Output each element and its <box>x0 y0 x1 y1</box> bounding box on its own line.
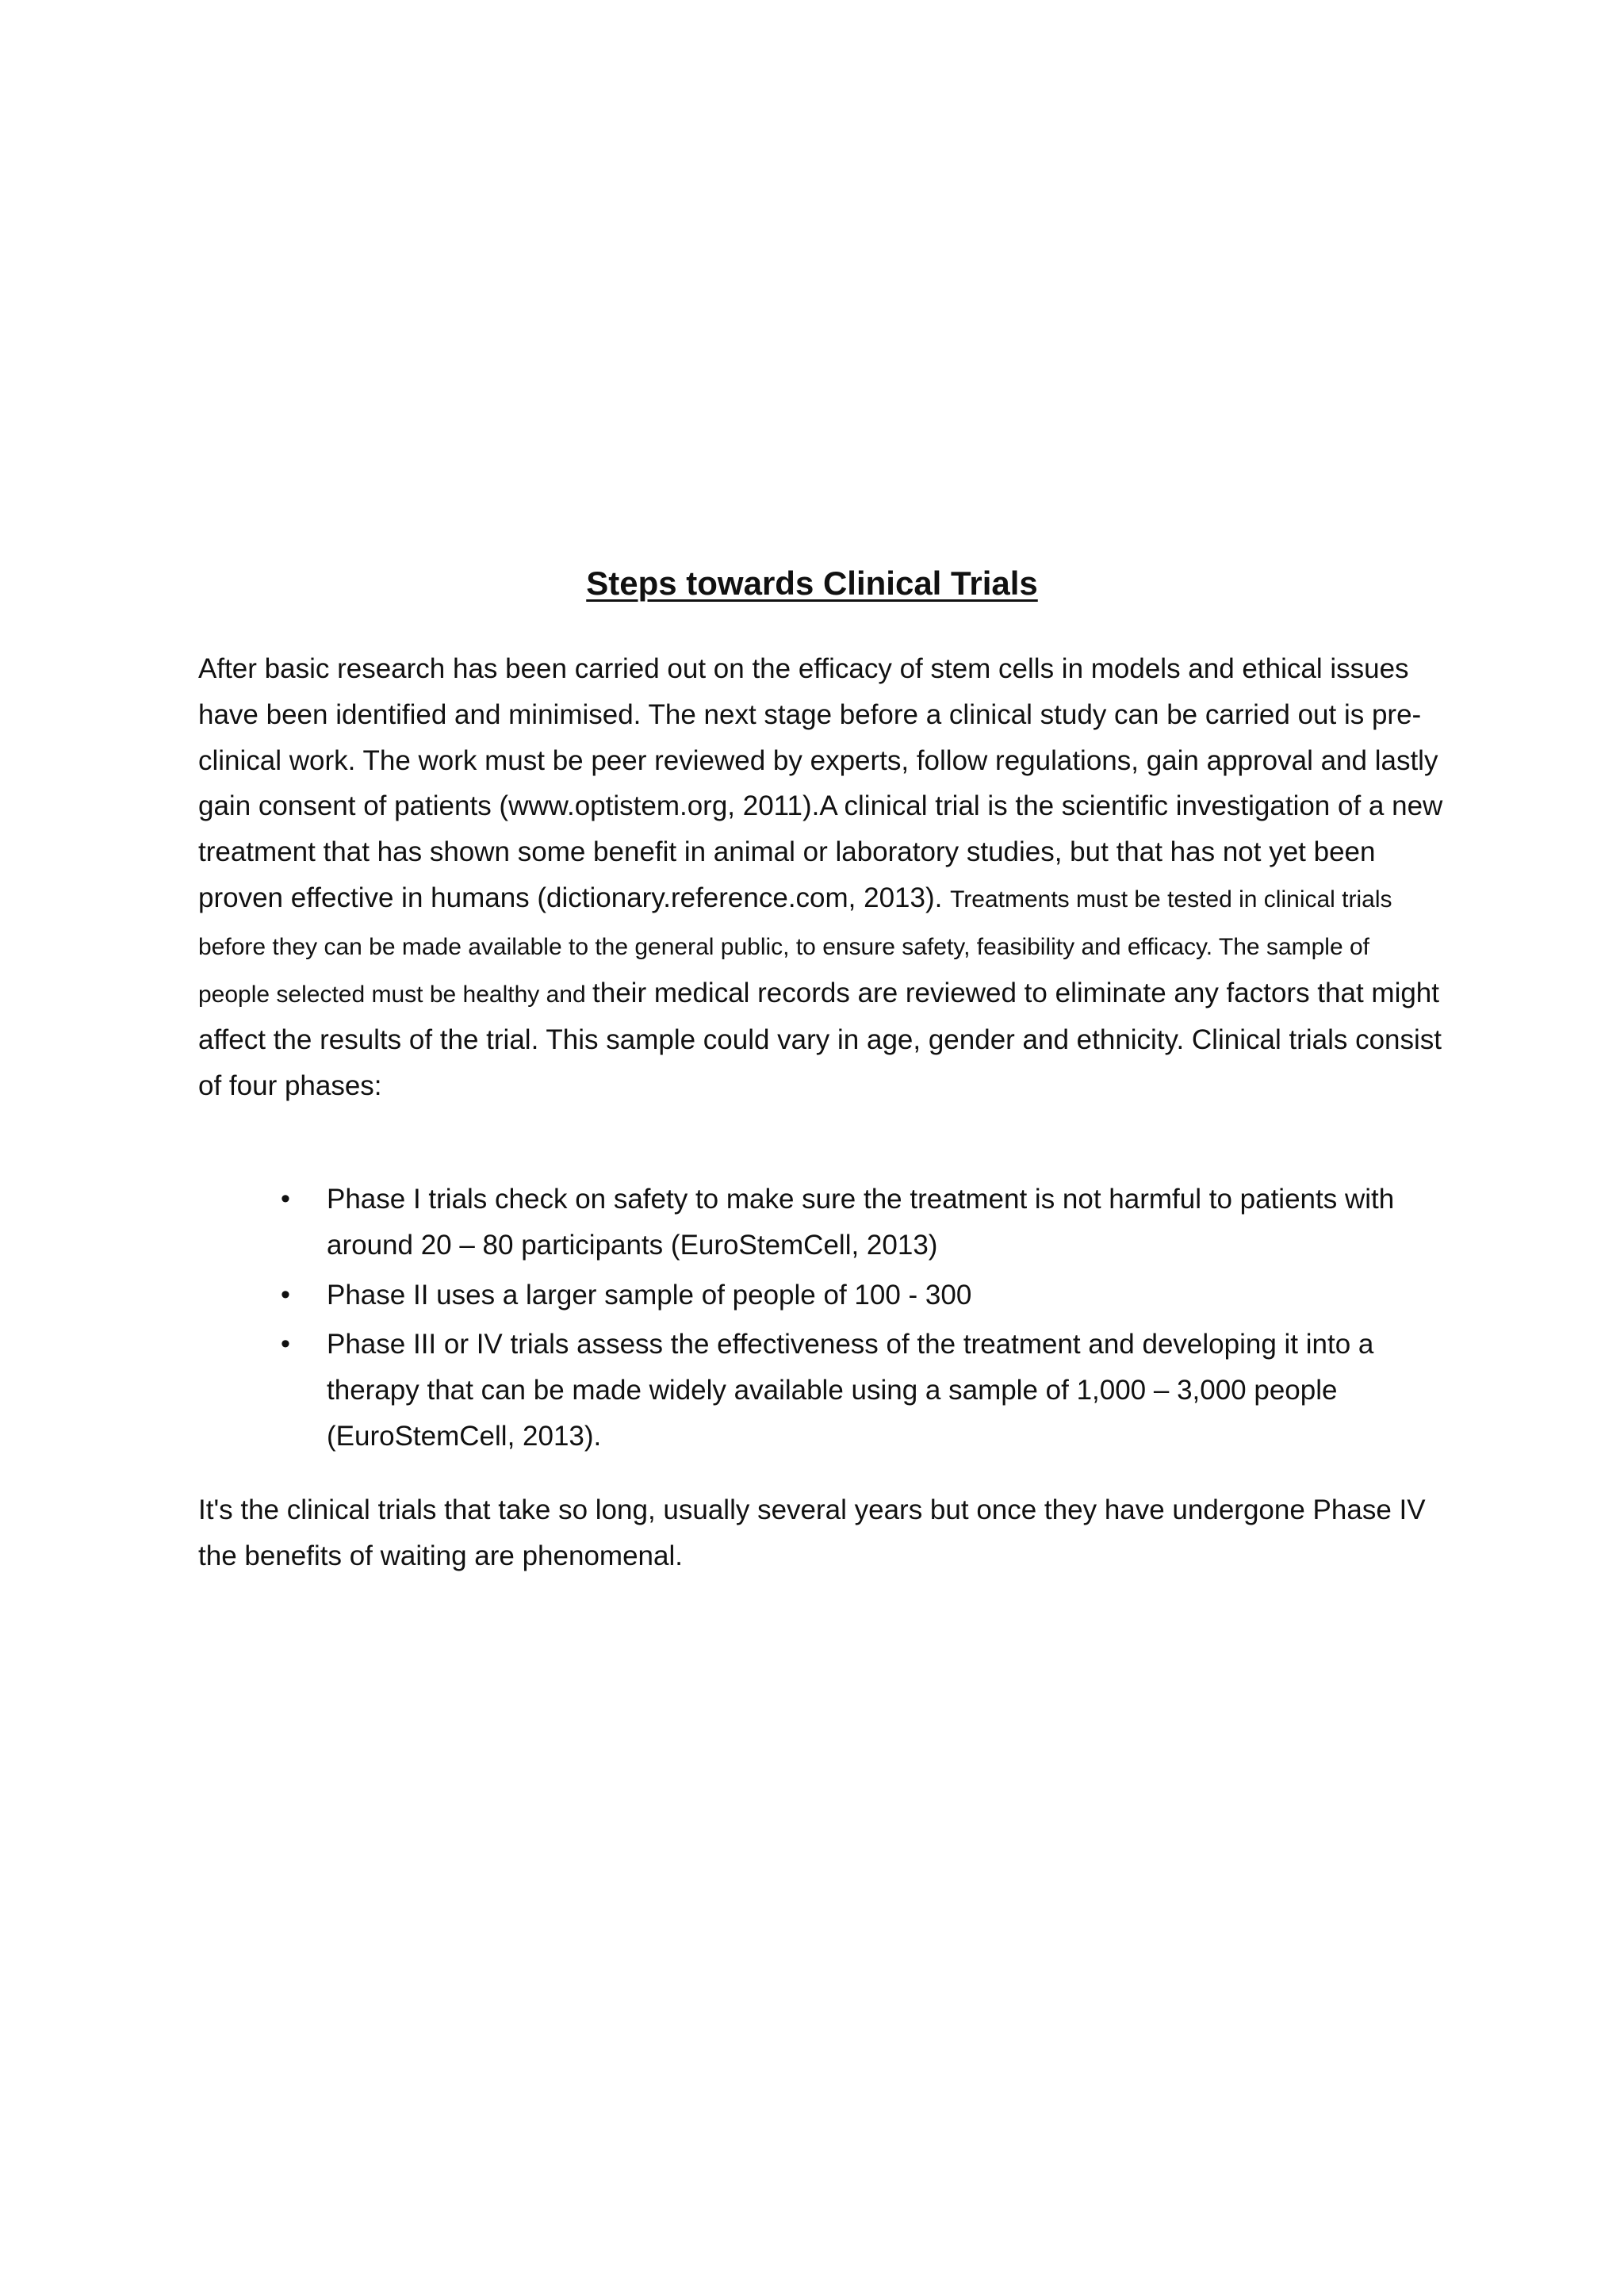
phase-text: Phase II uses a larger sample of people of 100 - 300 <box>327 1279 972 1311</box>
bullet-icon: • <box>281 1329 290 1360</box>
phase-text: Phase III or IV trials assess the effectiveness of the treatment and developing it into a therapy that can be made widely available using a sample of 1,000 – 3,000 people (EuroStemCell, 2013). <box>327 1329 1374 1452</box>
phase-text: Phase I trials check on safety to make sure the treatment is not harmful to patients with around 20 – 80 participants (EuroStemCell, 2013) <box>327 1184 1395 1261</box>
phase-list-item <box>198 1322 1443 1459</box>
closing-paragraph: It's the clinical trials that take so long, usually several years but once they have undergone Phase IV the benefits of waiting are phenomenal. <box>198 1494 1426 1571</box>
bullet-icon: • <box>281 1279 290 1310</box>
intro-text-small: Treatments must be tested in clinical trials before they can be made available to the general public, to ensure safety, feasibility and efficacy. The sample of people selected must be healthy and <box>198 886 1392 1008</box>
phase-list-item <box>198 1272 1443 1318</box>
phase-list-item <box>198 1177 1443 1269</box>
bullet-icon: • <box>281 1184 290 1214</box>
intro-text-a: After basic research has been carried out on the efficacy of stem cells in models and ethical issues have been identified and minimised. The next stage before a clinical study can be carried out is pre-clinical work. The work must be peer reviewed by experts, follow regulations, gain approval and lastly gain consent of patients (www.optistem.org, 2011).A clinical trial is the scientific investigation of a new treatment that has shown some benefit in animal or laboratory studies, but that has not yet been proven effective in humans (dictionary.reference.com, 2013). <box>198 653 1443 913</box>
intro-text-b: their medical records are reviewed to eliminate any factors that might affect the results of the trial. This sample could vary in age, gender and ethnicity. Clinical trials consist of four phases: <box>198 977 1442 1102</box>
page-title: Steps towards Clinical Trials <box>586 564 1038 602</box>
phases-list <box>198 1177 1443 1464</box>
intro-paragraph <box>198 646 1443 1109</box>
